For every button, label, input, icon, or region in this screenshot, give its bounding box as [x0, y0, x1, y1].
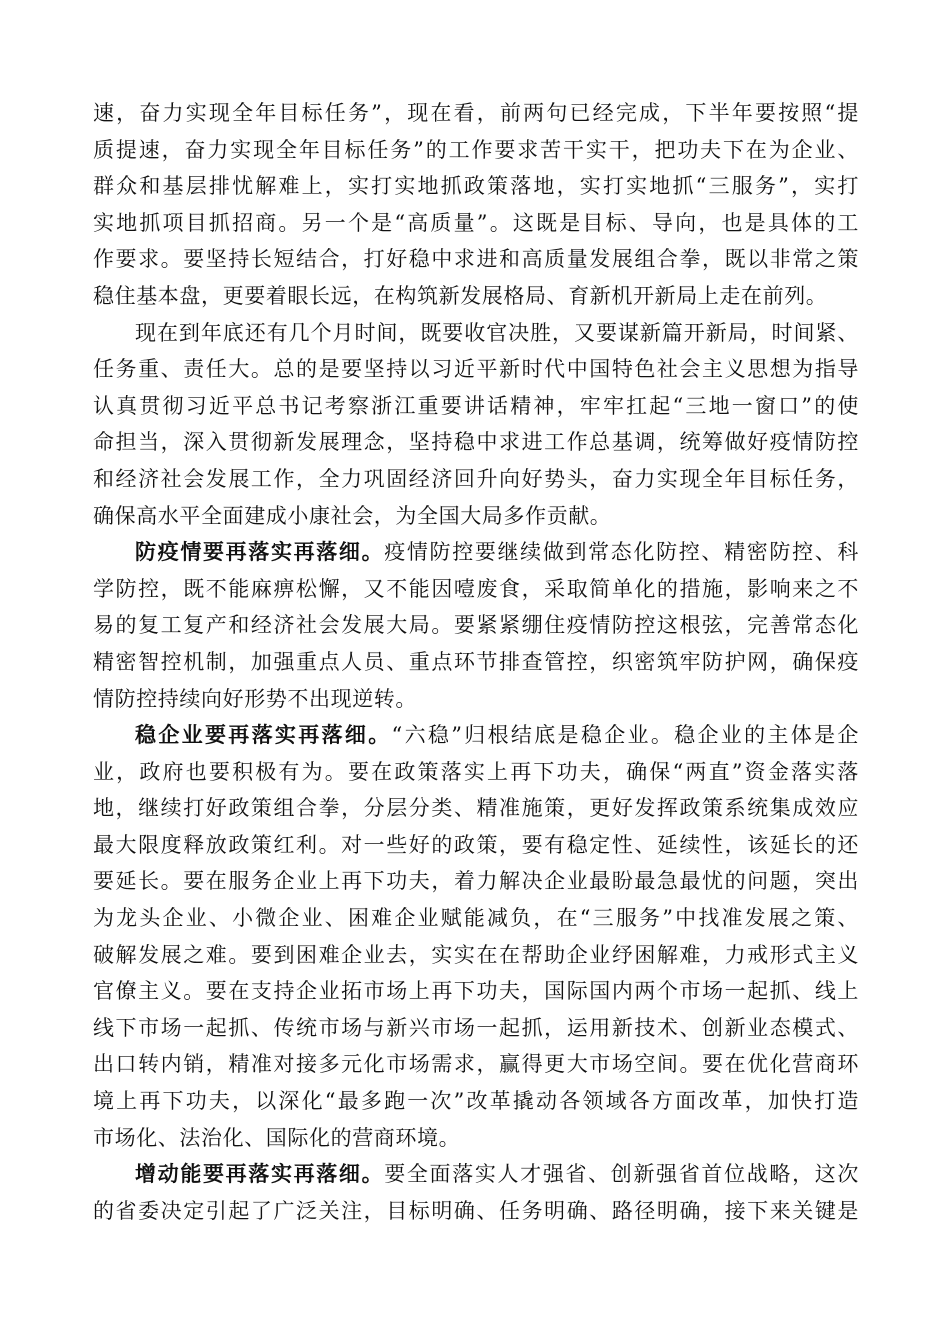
text-line — [93, 1156, 859, 1193]
paragraph-text: “六稳”归根结底是稳企业。稳企业的主体是企 — [391, 723, 859, 748]
paragraph-text: 要全面落实人才强省、创新强省首位战略，这次 — [384, 1162, 859, 1187]
text-line: 学防控，既不能麻痹松懈，又不能因噎废食，采取简单化的措施，影响来之不 — [93, 576, 859, 601]
text-line: 境上再下功夫，以深化“最多跑一次”改革撬动各领域各方面改革，加快打造 — [93, 1089, 859, 1114]
text-line: 任务重、责任大。总的是要坚持以习近平新时代中国特色社会主义思想为指导 — [93, 357, 859, 382]
text-line: 精密智控机制，加强重点人员、重点环节排查管控，织密筑牢防护网，确保疫 — [93, 649, 859, 674]
text-line: 实地抓项目抓招商。另一个是“高质量”。这既是目标、导向，也是具体的工 — [93, 210, 859, 235]
text-line: 群众和基层排忧解难上，实打实地抓政策落地，实打实地抓“三服务”，实打 — [93, 174, 859, 199]
text-line: 情防控持续向好形势不出现逆转。 — [93, 686, 417, 711]
section-heading: 防疫情要再落实再落细。 — [135, 539, 385, 565]
text-line: 地，继续打好政策组合拳，分层分类、精准施策，更好发挥政策系统集成效应 — [93, 796, 859, 821]
document-page — [93, 95, 859, 1229]
text-line: 作要求。要坚持长短结合，打好稳中求进和高质量发展组合拳，既以非常之策 — [93, 247, 859, 272]
paragraph-2 — [93, 315, 859, 535]
text-line: 质提速，奋力实现全年目标任务”的工作要求苦干实干，把功夫下在为企业、 — [93, 137, 859, 162]
text-line: 和经济社会发展工作，全力巩固经济回升向好势头，奋力实现全年目标任务， — [93, 466, 859, 491]
text-line: 现在到年底还有几个月时间，既要收官决胜，又要谋新篇开新局，时间紧、 — [135, 320, 859, 345]
text-line: 要延长。要在服务企业上再下功夫，着力解决企业最盼最急最忧的问题，突出 — [93, 869, 859, 894]
text-line: 官僚主义。要在支持企业拓市场上再下功夫，国际国内两个市场一起抓、线上 — [93, 979, 859, 1004]
text-line: 出口转内销，精准对接多元化市场需求，赢得更大市场空间。要在优化营商环 — [93, 1052, 859, 1077]
text-line: 速，奋力实现全年目标任务”，现在看，前两句已经完成，下半年要按照“提 — [93, 101, 859, 125]
text-line: 市场化、法治化、国际化的营商环境。 — [93, 1125, 461, 1150]
paragraph-momentum — [93, 1156, 859, 1229]
paragraph-1 — [93, 95, 859, 315]
text-line — [93, 534, 859, 571]
text-line — [93, 717, 859, 754]
text-line: 的省委决定引起了广泛关注，目标明确、任务明确、路径明确，接下来关键是 — [93, 1198, 859, 1223]
text-line: 认真贯彻习近平总书记考察浙江重要讲话精神，牢牢扛起“三地一窗口”的使 — [93, 393, 859, 418]
paragraph-epidemic — [93, 534, 859, 717]
text-line: 最大限度释放政策红利。对一些好的政策，要有稳定性、延续性，该延长的还 — [93, 832, 859, 857]
paragraph-text: 疫情防控要继续做到常态化防控、精密防控、科 — [384, 540, 859, 565]
section-heading: 稳企业要再落实再落细。 — [135, 722, 392, 748]
text-line: 命担当，深入贯彻新发展理念，坚持稳中求进工作总基调，统筹做好疫情防控 — [93, 430, 859, 455]
section-heading: 增动能要再落实再落细。 — [135, 1161, 385, 1187]
text-line: 确保高水平全面建成小康社会，为全国大局多作贡献。 — [93, 503, 612, 528]
text-line: 业，政府也要积极有为。要在政策落实上再下功夫，确保“两直”资金落实落 — [93, 759, 859, 784]
text-line: 为龙头企业、小微企业、困难企业赋能减负，在“三服务”中找准发展之策、 — [93, 906, 859, 931]
paragraph-enterprise — [93, 717, 859, 1156]
text-line: 稳住基本盘，更要着眼长远，在构筑新发展格局、育新机开新局上走在前列。 — [93, 283, 828, 308]
text-line: 线下市场一起抓、传统市场与新兴市场一起抓，运用新技术、创新业态模式、 — [93, 1015, 859, 1040]
text-line: 易的复工复产和经济社会发展大局。要紧紧绷住疫情防控这根弦，完善常态化 — [93, 613, 859, 638]
text-line: 破解发展之难。要到困难企业去，实实在在帮助企业纾困解难，力戒形式主义 — [93, 942, 859, 967]
